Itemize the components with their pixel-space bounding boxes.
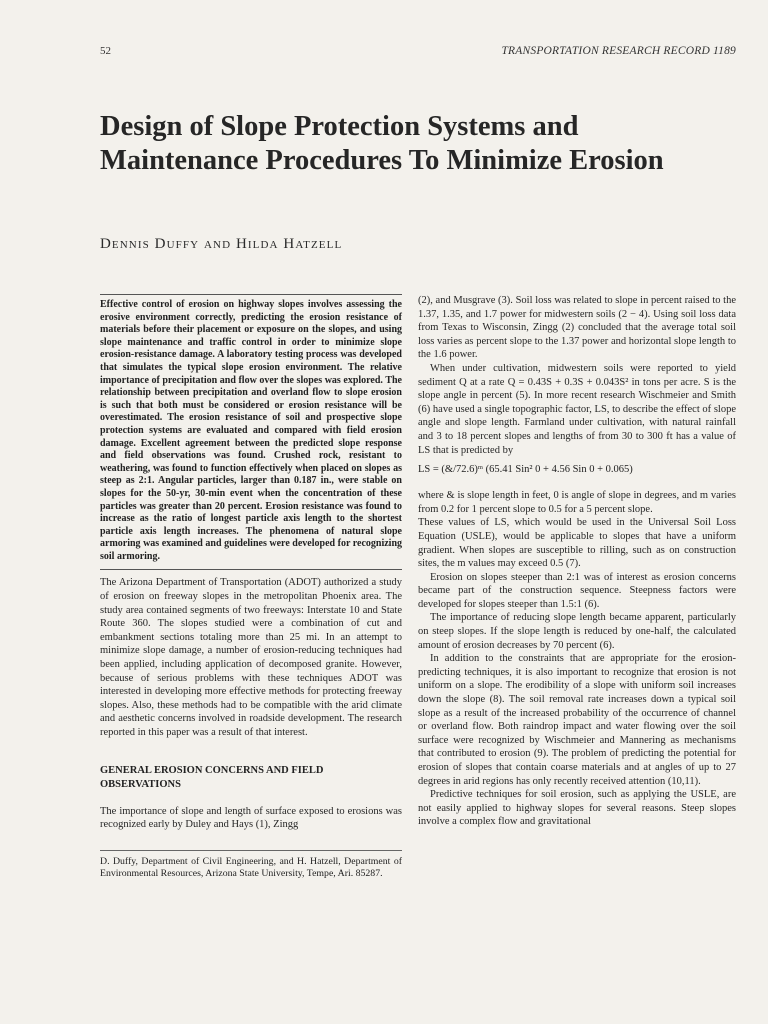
section-paragraph: The importance of slope and length of surface exposed to erosions was recognized early by Duley and Hays (1), Zingg bbox=[100, 805, 402, 831]
right-column bbox=[418, 294, 736, 829]
page-number: 52 bbox=[100, 45, 111, 57]
footnote-rule bbox=[100, 850, 402, 851]
left-column bbox=[100, 294, 402, 880]
paragraph-4: These values of LS, which would be used in the Universal Soil Loss Equation (USLE), would be applicable to slopes that have a uniform gradient. When slopes are susceptible to rilling, such as on construction sites, the m values may exceed 0.5 (7). bbox=[418, 517, 736, 570]
paragraph-1: (2), and Musgrave (3). Soil loss was related to slope in percent raised to the 1.37, 1.35, and 1.7 power for midwestern soils (2 − 4). Using soil loss data from Texas to Wisconsin, Zingg (2) concluded that the average total soil loss varies as percent slope to the 1.37 power and horizontal slope length to the 1.6 power. bbox=[418, 295, 736, 361]
abstract: Effective control of erosion on highway slopes involves assessing the erosive environment correctly, predicting the erosion resistance of materials before their placement or exposure on the slopes, and using slope maintenance and traffic control in order to minimize slope erosion-resistance damage. A laboratory testing process was developed that simulates the typical slope erosion environment. The relative importance of precipitation and flow over the slopes was explored. The relationship between precipitation and overland flow to slope erosion is such that both must be considered or erosion resistance will be overestimated. The erosion resistance of soil and prospective slope protection systems are evaluated and compared with field erosion damage. Excellent agreement between the predicted slope response and field observations was found. Crushed rock, resistant to weathering, was found to function effectively when placed on slopes as steep as 2:1. Angular particles, larger than 0.187 in., were stable on slopes for the 50-yr, 30-min event when the concentration of these particles was greater than 20 percent. Erosion resistance was found to increase as the ratio of longest particle axis length to the shortest particle axis length increases. The phenomena of natural slope armoring was examined and guidelines were developed for recognizing soil armoring. bbox=[100, 299, 402, 562]
journal-name: TRANSPORTATION RESEARCH RECORD 1189 bbox=[501, 45, 736, 57]
intro-paragraph: The Arizona Department of Transportation (ADOT) authorized a study of erosion on freeway slopes in the metropolitan Phoenix area. The study area contained segments of two freeways: Interstate 10 and State Route 360. The slopes studied were a combination of cut and embankment sections totaling more than 25 mi. In an attempt to minimize slope damage, a number of erosion-reducing techniques had been applied, including application of decomposed granite. However, because of serious problems with these techniques ADOT was interested in developing more effective methods for protecting freeway slopes. Also, these methods had to be compatible with the arid climate and aesthetic concerns involved in roadside development. The research reported in this paper was a result of that interest. bbox=[100, 577, 402, 738]
paper-title: Design of Slope Protection Systems and Maintenance Procedures To Minimize Erosion bbox=[100, 111, 664, 176]
abstract-bottom-rule bbox=[100, 569, 402, 570]
page-header bbox=[100, 45, 736, 61]
paragraph-8: Predictive techniques for soil erosion, such as applying the USLE, are not easily applied to highway slopes for several reasons. Steep slopes involve a complex flow and gravitational bbox=[418, 789, 736, 828]
section-heading: GENERAL EROSION CONCERNS AND FIELD OBSERVATIONS bbox=[100, 764, 324, 790]
paragraph-6: The importance of reducing slope length became apparent, particularly on steep slopes. If the slope length is reduced by one-half, the calculated amount of erosion decreases by 70 percent (6). bbox=[418, 612, 736, 651]
paragraph-5: Erosion on slopes steeper than 2:1 was of interest as erosion concerns became part of the construction sequence. Steepness factors were developed for slopes steeper than 1.5:1 (6). bbox=[418, 571, 736, 610]
author-affiliation-footnote: D. Duffy, Department of Civil Engineering, and H. Hatzell, Department of Environmental Resources, Arizona State University, Tempe, Ari. 85287. bbox=[100, 855, 402, 879]
paragraph-2: When under cultivation, midwestern soils were reported to yield sediment Q at a rate Q = 0.43S + 0.3S + 0.043S² in tons per acre. S is the slope angle in percent (5). In more recent research Wischmeier and Smith (6) have used a single topographic factor, LS, to describe the effect of slope angle and slope length. Farmland under cultivation, with natural rainfall and 3 to 18 percent slopes and lengths of from 30 to 300 ft has a value of LS that is predicted by bbox=[418, 362, 736, 456]
ls-equation: LS = (&/72.6)ᵐ (65.41 Sin² 0 + 4.56 Sin 0 + 0.065) bbox=[418, 464, 633, 476]
author-line: Dennis Duffy and Hilda Hatzell bbox=[100, 236, 343, 252]
paragraph-7: In addition to the constraints that are appropriate for the erosion-predicting techniques, it is also important to recognize that erosion is not uniform on a slope. The erodibility of a slope with uniform soil increases down the slope (8). The soil removal rate increases down a typical soil slope as a result of the increased probability of the occurrence of channel or overland flow. Both raindrop impact and water flowing over the soil surface were recognized by Wischmeier and Mannering as mechanisms that contributed to erosion (9). The problem of predicting the potential for erosion of slopes that contain coarse materials and at angles of up to 27 degrees in arid regions has only recently received attention (10,11). bbox=[418, 653, 736, 787]
paragraph-3: where & is slope length in feet, 0 is angle of slope in degrees, and m varies from 0.2 for 1 percent slope to 0.5 for a 5 percent slope. bbox=[418, 490, 736, 515]
